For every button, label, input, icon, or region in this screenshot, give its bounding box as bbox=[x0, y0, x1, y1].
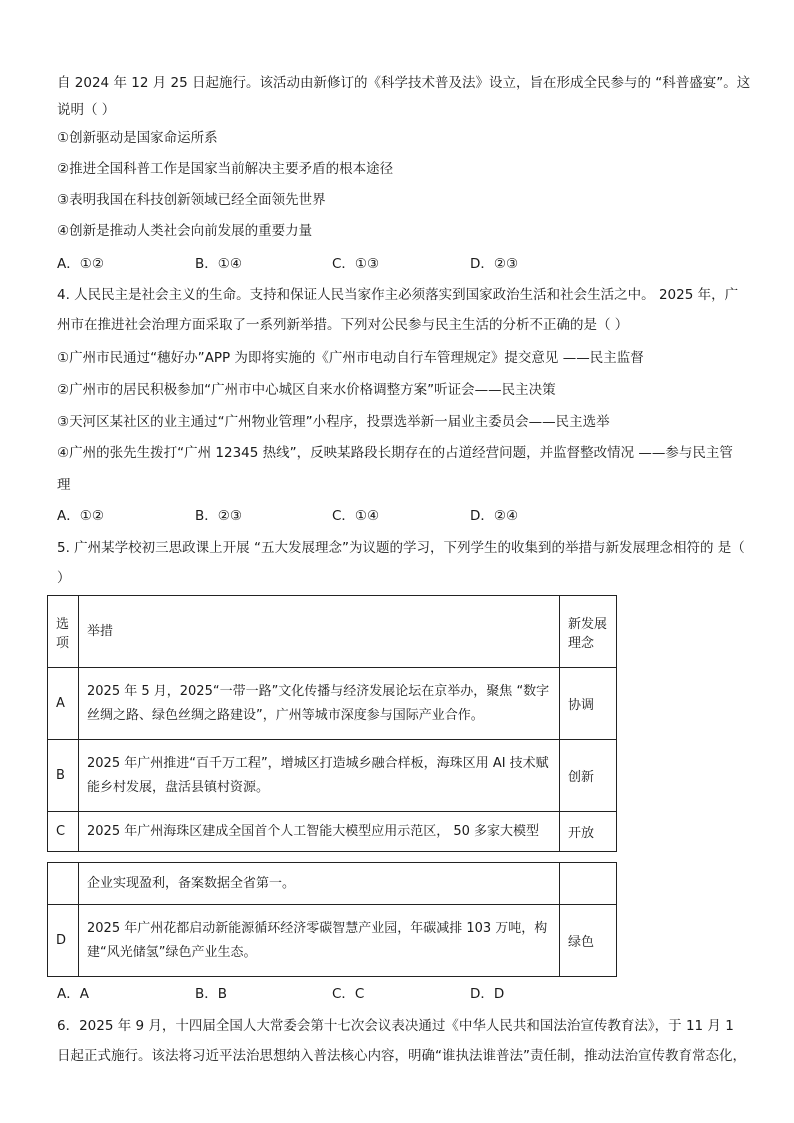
q4-statement-4: ④广州的张先生拨打“广州 12345 热线”，反映某路段长期存在的占道经营问题，并监督整改情况 ——参与民主管 bbox=[57, 445, 733, 461]
row-a-option: A bbox=[48, 668, 79, 740]
q4-statement-1: ①广州市民通过“穗好办”APP 为即将实施的《广州市电动自行车管理规定》提交意见 ——民主监督 bbox=[57, 350, 644, 366]
table-header-row bbox=[48, 596, 617, 668]
q5-option-b[interactable]: B．B bbox=[195, 986, 228, 1002]
q4-stem-line1: 4. 人民民主是社会主义的生命。支持和保证人民当家作主必须落实到国家政治生活和社会生活之中。 2025 年，广 bbox=[57, 287, 739, 303]
q5-option-d[interactable]: D．D bbox=[470, 986, 505, 1002]
q3-option-c[interactable]: C．①③ bbox=[332, 256, 380, 272]
table-row bbox=[48, 863, 617, 905]
header-measure: 举措 bbox=[79, 596, 560, 668]
q4-option-d[interactable]: D．②④ bbox=[470, 508, 519, 524]
header-concept: 新发展理念 bbox=[560, 596, 617, 668]
row-b-measure: 2025 年广州推进“百千万工程”，增城区打造城乡融合样板，海珠区用 AI 技术赋能乡村发展，盘活县镇村资源。 bbox=[79, 740, 560, 812]
q6-stem-line2: 日起正式施行。该法将习近平法治思想纳入普法核心内容，明确“谁执法谁普法”责任制，推动法治宣传教育常态化， bbox=[57, 1048, 746, 1064]
q4-option-a[interactable]: A．①② bbox=[57, 508, 104, 524]
q3-stem-line2: 说明（ ） bbox=[57, 102, 116, 118]
q4-statement-2: ②广州市的居民积极参加“广州市中心城区自来水价格调整方案”听证会——民主决策 bbox=[57, 382, 556, 398]
q4-option-c[interactable]: C．①④ bbox=[332, 508, 380, 524]
q3-statement-3: ③表明我国在科技创新领域已经全面领先世界 bbox=[57, 192, 326, 208]
q5-option-c[interactable]: C．C bbox=[332, 986, 365, 1002]
table-row bbox=[48, 740, 617, 812]
q3-option-a[interactable]: A．①② bbox=[57, 256, 104, 272]
row-c-measure-cont: 企业实现盈利，备案数据全省第一。 bbox=[79, 863, 560, 905]
q4-statement-3: ③天河区某社区的业主通过“广州物业管理”小程序，投票选举新一届业主委员会——民主选举 bbox=[57, 414, 610, 430]
q3-option-b[interactable]: B．①④ bbox=[195, 256, 242, 272]
q3-option-d[interactable]: D．②③ bbox=[470, 256, 519, 272]
row-b-option: B bbox=[48, 740, 79, 812]
q4-stem-line2: 州市在推进社会治理方面采取了一系列新举措。下列对公民参与民主生活的分析不正确的是（ ） bbox=[57, 317, 629, 333]
q5-option-a[interactable]: A．A bbox=[57, 986, 89, 1002]
row-c-measure: 2025 年广州海珠区建成全国首个人工智能大模型应用示范区， 50 多家大模型 bbox=[79, 812, 560, 852]
row-d-concept: 绿色 bbox=[560, 905, 617, 977]
table-row bbox=[48, 668, 617, 740]
row-a-measure: 2025 年 5 月，2025“一带一路”文化传播与经济发展论坛在京举办，聚焦 “数字丝绸之路、绿色丝绸之路建设”，广州等城市深度参与国际产业合作。 bbox=[79, 668, 560, 740]
table-row bbox=[48, 905, 617, 977]
q4-statement-4-cont: 理 bbox=[57, 477, 71, 493]
table-row bbox=[48, 812, 617, 852]
row-b-concept: 创新 bbox=[560, 740, 617, 812]
row-a-concept: 协调 bbox=[560, 668, 617, 740]
q5-stem-line1: 5. 广州某学校初三思政课上开展 “五大发展理念”为议题的学习，下列学生的收集到的举措与新发展理念相符的 是（ bbox=[57, 540, 745, 556]
q3-statement-2: ②推进全国科普工作是国家当前解决主要矛盾的根本途径 bbox=[57, 161, 394, 177]
q5-table-part1 bbox=[47, 595, 617, 852]
row-c-concept: 开放 bbox=[560, 812, 617, 852]
q3-statement-1: ①创新驱动是国家命运所系 bbox=[57, 130, 218, 146]
q6-stem-line1: 6．2025 年 9 月，十四届全国人大常委会第十七次会议表决通过《中华人民共和国法治宣传教育法》，于 11 月 1 bbox=[57, 1018, 734, 1034]
row-d-option: D bbox=[48, 905, 79, 977]
q3-statement-4: ④创新是推动人类社会向前发展的重要力量 bbox=[57, 223, 313, 239]
q4-option-b[interactable]: B．②③ bbox=[195, 508, 242, 524]
q3-stem-line1: 自 2024 年 12 月 25 日起施行。该活动由新修订的《科学技术普及法》设立，旨在形成全民参与的 “科普盛宴”。这 bbox=[57, 75, 751, 91]
row-c-option: C bbox=[48, 812, 79, 852]
header-option: 选项 bbox=[48, 596, 79, 668]
q5-table-part2 bbox=[47, 862, 617, 977]
q5-stem-line2: ） bbox=[57, 570, 71, 586]
row-d-measure: 2025 年广州花都启动新能源循环经济零碳智慧产业园，年碳减排 103 万吨，构建“风光储氢”绿色产业生态。 bbox=[79, 905, 560, 977]
